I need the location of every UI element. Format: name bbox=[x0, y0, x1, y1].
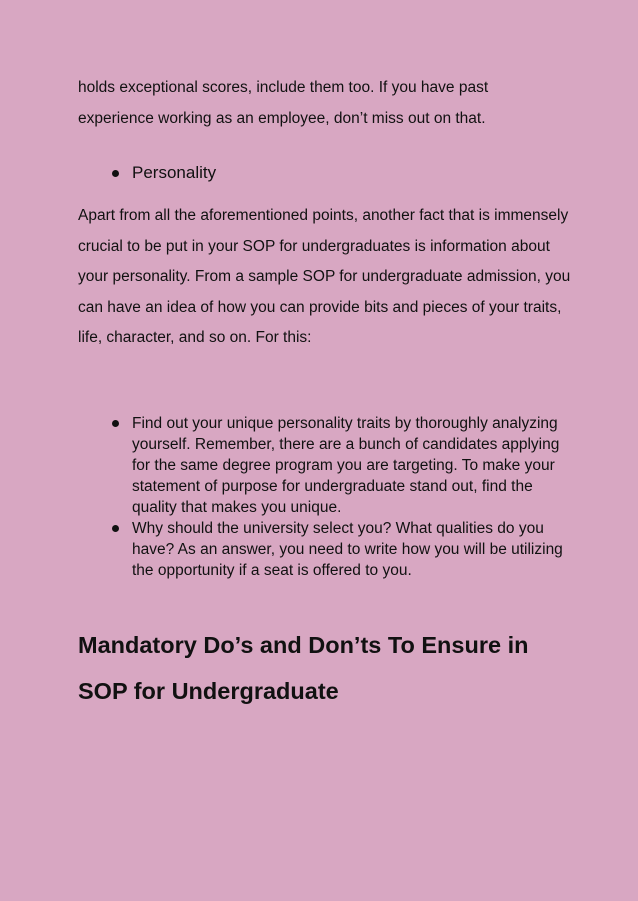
bullet-heading-text: Personality bbox=[132, 163, 217, 182]
body-paragraph: holds exceptional scores, include them too. If you have past experience working as an employee, don’t miss out on that. bbox=[78, 79, 489, 127]
bullet-dot-icon bbox=[112, 170, 119, 177]
personality-bullet-heading bbox=[112, 158, 216, 188]
section-heading: Mandatory Do’s and Don’ts To Ensure in SOP for Undergraduate bbox=[78, 632, 529, 704]
list-item-text: Find out your unique personality traits by thoroughly analyzing yourself. Remember, there are a bunch of candidates applying for the same degree program you are targeting. To make your statement of purpose for undergraduate stand out, find the quality that makes you unique. bbox=[132, 415, 560, 516]
personality-tips-list bbox=[112, 413, 568, 581]
list-item-text: Why should the university select you? What qualities do you have? As an answer, you need to write how you will be utilizing the opportunity if a seat is offered to you. bbox=[132, 520, 563, 579]
bullet-dot-icon bbox=[112, 525, 119, 532]
bullet-dot-icon bbox=[112, 420, 119, 427]
list-item bbox=[112, 413, 568, 518]
personality-paragraph: Apart from all the aforementioned points, another fact that is immensely crucial to be put in your SOP for undergraduates is information about your personality. From a sample SOP for undergraduate admission, you can have an idea of how you can provide bits and pieces of your traits, life, character, and so on. For this: bbox=[78, 207, 571, 347]
list-item bbox=[112, 518, 568, 581]
